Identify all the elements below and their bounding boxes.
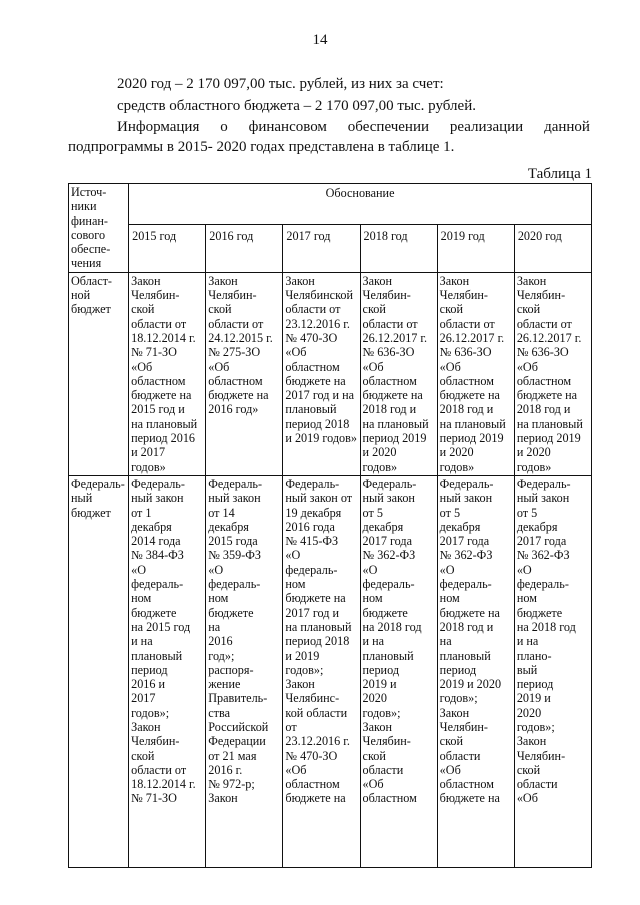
cell-line: ный закон от xyxy=(285,491,353,506)
basis-cell xyxy=(514,272,591,475)
cell-line: распоря- xyxy=(208,662,254,677)
cell-line: № 415-ФЗ xyxy=(285,534,339,549)
cell-line: ства xyxy=(208,705,230,720)
cell-line: декабря xyxy=(439,519,481,534)
cell-line: 2017 года xyxy=(362,534,413,549)
cell-line: годов»; xyxy=(439,691,478,706)
cell-line: плано- xyxy=(516,648,552,663)
cell-line: № 359-ФЗ xyxy=(208,548,261,563)
cell-line: ный закон xyxy=(362,491,415,506)
cell-line: период xyxy=(439,662,477,677)
cell-line: № 275-ЗО xyxy=(208,345,261,360)
cell-line: «Об xyxy=(285,345,307,360)
cell-line: 19 декабря xyxy=(285,505,342,520)
cell-line: на плановый xyxy=(439,416,506,431)
cell-line: «О xyxy=(516,562,532,577)
cell-line: Закон xyxy=(285,677,315,692)
header-year: 2019 год xyxy=(437,225,514,272)
cell-line: и на xyxy=(516,634,539,649)
cell-line: от 5 xyxy=(516,505,538,520)
cell-line: № 636-ЗО xyxy=(516,345,569,360)
cell-line: ской xyxy=(362,748,386,763)
cell-line: областном xyxy=(439,373,494,388)
cell-line: Челябин- xyxy=(516,748,566,763)
cell-line: области от xyxy=(285,302,341,317)
cell-line: «Об xyxy=(439,762,461,777)
cell-line: федераль- xyxy=(131,577,184,592)
cell-line: ской xyxy=(131,302,155,317)
cell-line: 2016 и xyxy=(131,677,166,692)
cell-line: период xyxy=(516,677,554,692)
cell-line: Закон xyxy=(516,273,547,288)
cell-line: № 362-ФЗ xyxy=(362,548,416,563)
cell-line: федераль- xyxy=(362,577,415,592)
cell-line: бюджете xyxy=(131,605,177,620)
cell-line: на xyxy=(208,619,221,634)
cell-line: ный закон xyxy=(131,491,184,506)
cell-line: декабря xyxy=(131,519,172,534)
cell-line: бюджете на xyxy=(516,388,578,403)
cell-line: «О xyxy=(285,548,301,563)
cell-line: бюджет xyxy=(71,302,111,317)
cell-line: от 14 xyxy=(208,505,235,520)
cell-line: № 636-ЗО xyxy=(362,345,415,360)
cell-line: на плановый xyxy=(131,416,198,431)
cell-line: бюджет xyxy=(71,505,111,520)
cell-line: на 2018 год xyxy=(362,619,422,634)
cell-line: ный закон xyxy=(516,491,570,506)
cell-line: и 2020 xyxy=(362,445,397,460)
cell-line: бюджете xyxy=(208,605,254,620)
cell-line: чения xyxy=(71,256,102,271)
cell-line: и 2019 xyxy=(285,648,320,663)
table-label: Таблица 1 xyxy=(527,166,592,182)
cell-line: № 384-ФЗ xyxy=(131,548,184,563)
cell-line: годов»; xyxy=(131,705,170,720)
cell-line: сового xyxy=(71,227,106,242)
cell-line: годов» xyxy=(516,459,552,474)
cell-line: бюджете на xyxy=(362,388,423,403)
cell-line: Закон xyxy=(208,791,238,806)
cell-line: годов» xyxy=(362,459,398,474)
cell-line: ный xyxy=(71,491,93,506)
cell-line: 24.12.2015 г. xyxy=(208,330,273,345)
cell-line: Закон xyxy=(131,719,161,734)
cell-line: «Об xyxy=(439,359,461,374)
cell-line: годов»; xyxy=(285,662,324,677)
year-header-row xyxy=(69,225,592,272)
cell-line: области xyxy=(362,762,404,777)
cell-line: «Об xyxy=(362,359,384,374)
source-cell xyxy=(69,272,129,475)
cell-line: год»; xyxy=(208,648,235,663)
basis-cell xyxy=(129,272,206,475)
cell-line: области от xyxy=(439,316,495,331)
cell-line: «Об xyxy=(131,359,153,374)
basis-cell xyxy=(206,475,283,867)
cell-line: Федераль- xyxy=(71,476,125,491)
row-regional-budget xyxy=(69,272,592,475)
cell-line: на xyxy=(439,634,452,649)
cell-line: 2020 xyxy=(516,705,542,720)
cell-line: ской xyxy=(362,302,386,317)
cell-line: «О xyxy=(131,562,147,577)
cell-line: федераль- xyxy=(285,562,338,577)
cell-line: «Об xyxy=(208,359,230,374)
cell-line: «Об xyxy=(362,777,384,792)
cell-line: области от xyxy=(131,762,187,777)
cell-line: «О xyxy=(362,562,378,577)
cell-line: областном xyxy=(285,777,340,792)
basis-cell xyxy=(206,272,283,475)
cell-line: 2018 год и xyxy=(362,402,417,417)
cell-line: № 71-ЗО xyxy=(131,345,177,360)
cell-line: 2015 года xyxy=(208,534,258,549)
cell-line: 2018 год и xyxy=(439,402,494,417)
cell-line: период 2019 xyxy=(362,431,427,446)
cell-line: годов»; xyxy=(362,705,401,720)
cell-line: и на xyxy=(131,634,153,649)
cell-line: № 636-ЗО xyxy=(439,345,492,360)
cell-line: Челябинс- xyxy=(285,691,340,706)
cell-line: ный закон xyxy=(208,491,261,506)
paragraph-table-intro xyxy=(68,117,590,157)
cell-line: областном xyxy=(362,373,417,388)
cell-line: Челябин- xyxy=(208,288,257,303)
cell-line: на плановый xyxy=(362,416,429,431)
cell-line: ном xyxy=(362,591,383,606)
cell-line: № 972-р; xyxy=(208,777,255,792)
basis-cell xyxy=(437,475,514,867)
cell-line: бюджете на xyxy=(285,791,346,806)
cell-line: ном xyxy=(285,577,306,592)
cell-line: плановый xyxy=(131,648,183,663)
cell-line: Федераль- xyxy=(439,476,494,491)
cell-line: на плановый xyxy=(516,416,583,431)
basis-cell xyxy=(437,272,514,475)
cell-line: Челябин- xyxy=(439,719,488,734)
cell-line: от 21 мая xyxy=(208,748,257,763)
cell-line: Закон xyxy=(362,719,392,734)
cell-line: 2019 и 2020 xyxy=(439,677,502,692)
cell-line: от 5 xyxy=(439,505,461,520)
basis-cell xyxy=(283,272,360,475)
cell-line: «О xyxy=(439,562,455,577)
cell-line: ной xyxy=(71,288,91,303)
cell-line: финан- xyxy=(71,213,108,228)
cell-line: 2016 год» xyxy=(208,402,259,417)
page-number: 14 xyxy=(312,32,328,48)
cell-line: Федераль- xyxy=(208,476,263,491)
cell-line: обеспе- xyxy=(71,242,111,257)
paragraph-intro-line-justified xyxy=(68,117,590,137)
cell-line: 23.12.2016 г. xyxy=(285,734,350,749)
cell-line: 2016 xyxy=(208,634,233,649)
cell-line: 2019 и xyxy=(362,677,397,692)
cell-line: период 2018 xyxy=(285,416,350,431)
cell-line: период 2019 xyxy=(516,431,581,446)
cell-line: на плановый xyxy=(285,619,352,634)
intro-word: Информация xyxy=(117,119,200,135)
cell-line: ской xyxy=(439,302,463,317)
cell-line: ном xyxy=(439,591,460,606)
intro-word: о xyxy=(220,119,228,135)
cell-line: Закон xyxy=(285,273,315,288)
cell-line: 2020 xyxy=(362,691,387,706)
cell-line: областном xyxy=(285,359,340,374)
cell-line: 26.12.2017 г. xyxy=(362,330,428,345)
cell-line: период xyxy=(362,662,400,677)
paragraph-intro-line-end: подпрограммы в 2015- 2020 годах представлена в таблице 1. xyxy=(68,139,455,155)
cell-line: ской xyxy=(439,734,463,749)
cell-line: области от xyxy=(362,316,418,331)
paragraph-line-2020-total: 2020 год – 2 170 097,00 тыс. рублей, из них за счет: xyxy=(117,76,444,92)
header-year: 2018 год xyxy=(360,225,437,272)
cell-line: ской xyxy=(208,302,232,317)
header-basis: Обоснование xyxy=(129,184,592,225)
cell-line: период 2016 xyxy=(131,431,196,446)
cell-line: 2019 и xyxy=(516,691,551,706)
cell-line: бюджете на xyxy=(285,373,346,388)
source-cell xyxy=(69,475,129,867)
cell-line: Челябин- xyxy=(362,734,411,749)
cell-line: Федераль- xyxy=(285,476,340,491)
cell-line: и 2020 xyxy=(439,445,474,460)
cell-line: Закон xyxy=(131,273,161,288)
cell-line: бюджете на xyxy=(439,791,500,806)
cell-line: Федераль- xyxy=(516,476,571,491)
cell-line: и 2017 xyxy=(131,445,166,460)
cell-line: Закон xyxy=(362,273,392,288)
cell-line: плановый xyxy=(285,402,337,417)
cell-line: годов» xyxy=(131,459,166,474)
cell-line: период 2018 xyxy=(285,634,350,649)
intro-word: обеспечении xyxy=(347,119,430,135)
basis-cell xyxy=(283,475,360,867)
cell-line: Област- xyxy=(71,273,112,288)
cell-line: федераль- xyxy=(439,577,492,592)
cell-line: декабря xyxy=(516,519,558,534)
cell-line: «Об xyxy=(516,359,538,374)
cell-line: № 362-ФЗ xyxy=(439,548,493,563)
cell-line: от 1 xyxy=(131,505,152,520)
cell-line: области от xyxy=(131,316,187,331)
cell-line: «Об xyxy=(516,791,538,806)
cell-line: ный закон xyxy=(439,491,493,506)
basis-cell xyxy=(129,475,206,867)
cell-line: 23.12.2016 г. xyxy=(285,316,350,331)
cell-line: 2016 года xyxy=(285,519,335,534)
cell-line: 2014 года xyxy=(131,534,181,549)
cell-line: Федераль- xyxy=(362,476,417,491)
cell-line: № 362-ФЗ xyxy=(516,548,570,563)
cell-line: «О xyxy=(208,562,224,577)
cell-line: бюджете на xyxy=(439,605,500,620)
cell-line: области xyxy=(439,748,481,763)
cell-line: от 5 xyxy=(362,505,383,520)
basis-cell xyxy=(514,475,591,867)
cell-line: бюджете на xyxy=(131,388,192,403)
cell-line: № 470-ЗО xyxy=(285,330,338,345)
header-year: 2020 год xyxy=(514,225,591,272)
cell-line: Челябин- xyxy=(131,734,180,749)
cell-line: годов» xyxy=(439,459,475,474)
cell-line: Российской xyxy=(208,719,269,734)
intro-word: реализации xyxy=(449,119,524,135)
cell-line: жение xyxy=(208,677,241,692)
cell-line: областном xyxy=(439,777,494,792)
cell-line: области от xyxy=(516,316,572,331)
basis-cell xyxy=(360,475,437,867)
cell-line: вый xyxy=(516,662,538,677)
cell-line: декабря xyxy=(362,519,404,534)
cell-line: области от xyxy=(208,316,264,331)
cell-line: ники xyxy=(71,199,97,214)
basis-cell xyxy=(360,272,437,475)
header-year: 2015 год xyxy=(129,225,206,272)
cell-line: 26.12.2017 г. xyxy=(516,330,582,345)
cell-line: бюджете xyxy=(516,605,563,620)
intro-word: данной xyxy=(544,119,590,135)
cell-line: бюджете на xyxy=(285,591,346,606)
cell-line: Федераль- xyxy=(131,476,185,491)
cell-line: областном xyxy=(516,373,572,388)
cell-line: ном xyxy=(516,591,537,606)
cell-line: период xyxy=(131,662,168,677)
cell-line: ской xyxy=(516,762,541,777)
cell-line: и 2019 годов» xyxy=(285,431,357,446)
cell-line: области xyxy=(516,777,558,792)
cell-line: 2017 года xyxy=(439,534,490,549)
cell-line: 2017 года xyxy=(516,534,567,549)
cell-line: Закон xyxy=(516,734,547,749)
cell-line: кой области xyxy=(285,705,348,720)
cell-line: «Об xyxy=(285,762,307,777)
header-financing-sources xyxy=(69,184,129,273)
cell-line: бюджете xyxy=(362,605,408,620)
cell-line: 18.12.2014 г. xyxy=(131,777,196,792)
cell-line: областном xyxy=(208,373,263,388)
cell-line: 2018 год и xyxy=(516,402,571,417)
paragraph-line-regional-budget: средств областного бюджета – 2 170 097,00 тыс. рублей. xyxy=(117,98,476,114)
financing-table xyxy=(68,183,592,868)
header-year: 2016 год xyxy=(206,225,283,272)
cell-line: ном xyxy=(131,591,152,606)
cell-line: и 2020 xyxy=(516,445,551,460)
cell-line: федераль- xyxy=(208,577,261,592)
cell-line: 2015 год и xyxy=(131,402,185,417)
cell-line: 2016 г. xyxy=(208,762,243,777)
cell-line: плановый xyxy=(439,648,491,663)
cell-line: 2017 год и на xyxy=(285,388,354,403)
intro-word: финансовом xyxy=(248,119,327,135)
cell-line: на 2015 год xyxy=(131,619,191,634)
cell-line: Челябин- xyxy=(131,288,180,303)
cell-line: 2017 xyxy=(131,691,156,706)
cell-line: годов»; xyxy=(516,719,555,734)
cell-line: № 470-ЗО xyxy=(285,748,338,763)
cell-line: Правитель- xyxy=(208,691,268,706)
cell-line: Федерации xyxy=(208,734,266,749)
cell-line: федераль- xyxy=(516,577,569,592)
cell-line: период 2019 xyxy=(439,431,504,446)
cell-line: бюджете на xyxy=(208,388,269,403)
cell-line: Челябин- xyxy=(516,288,566,303)
cell-line: областном xyxy=(362,791,417,806)
cell-line: 18.12.2014 г. xyxy=(131,330,196,345)
cell-line: Закон xyxy=(439,273,470,288)
cell-line: Челябин- xyxy=(362,288,411,303)
cell-line: Источ- xyxy=(71,185,107,199)
cell-line: Закон xyxy=(439,705,470,720)
cell-line: областном xyxy=(131,373,186,388)
cell-line: № 71-ЗО xyxy=(131,791,177,806)
cell-line: бюджете на xyxy=(439,388,500,403)
cell-line: Челябин- xyxy=(439,288,488,303)
cell-line: и на xyxy=(362,634,385,649)
cell-line: Челябинской xyxy=(285,288,353,303)
header-year: 2017 год xyxy=(283,225,360,272)
cell-line: от xyxy=(285,719,297,734)
cell-line: 2018 год и xyxy=(439,619,494,634)
cell-line: 2017 год и xyxy=(285,605,340,620)
cell-line: на 2018 год xyxy=(516,619,576,634)
cell-line: Закон xyxy=(208,273,238,288)
cell-line: 26.12.2017 г. xyxy=(439,330,505,345)
cell-line: ской xyxy=(131,748,155,763)
cell-line: декабря xyxy=(208,519,249,534)
row-federal-budget xyxy=(69,475,592,867)
cell-line: ном xyxy=(208,591,229,606)
cell-line: плановый xyxy=(362,648,414,663)
cell-line: ской xyxy=(516,302,541,317)
